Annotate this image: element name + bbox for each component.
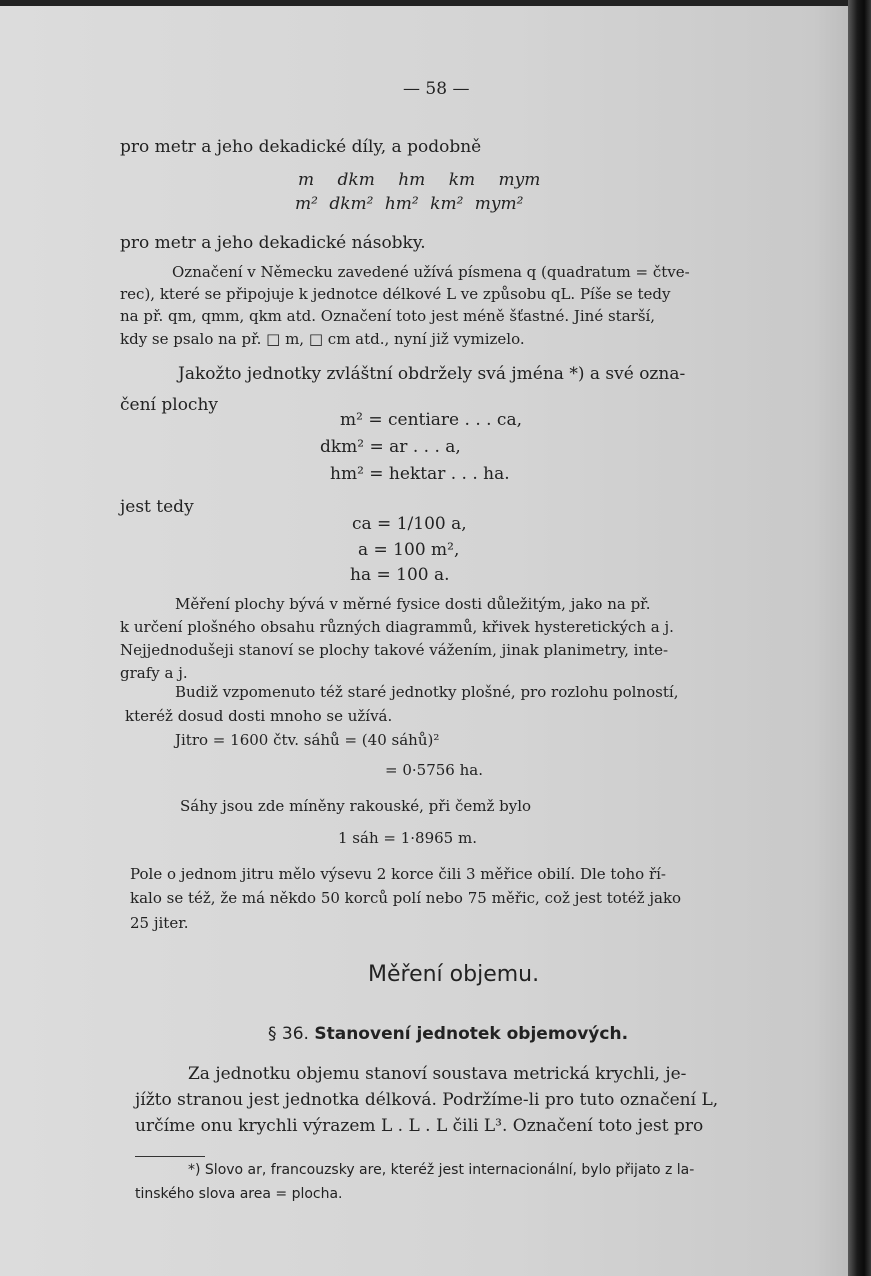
equation-ha: ha = 100 a. [350, 565, 450, 585]
text-line: určíme onu krychli výrazem L . L . L čili L³. Označení toto jest pro [135, 1116, 704, 1136]
text-line: kdy se psalo na př. □ m, □ cm atd., nyní již vymizelo. [120, 330, 525, 348]
chapter-heading: Měření objemu. [368, 962, 540, 987]
text-line: Měření plochy bývá v měrné fysice dosti důležitým, jako na př. [175, 595, 651, 613]
footnote-line: tinského slova area = plocha. [135, 1186, 343, 1202]
footnote-rule [135, 1156, 205, 1157]
text-line: jížto stranou jest jednotka délková. Podržíme-li pro tuto označení L, [135, 1090, 719, 1110]
page-number: — 58 — [403, 79, 470, 99]
text-line: Označení v Německu zavedené užívá písmena q (quadratum = čtve- [172, 263, 690, 281]
text-line: grafy a j. [120, 664, 188, 682]
equation-centiare: m² = centiare . . . ca, [340, 410, 522, 430]
text-line: Sáhy jsou zde míněny rakouské, při čemž bylo [180, 797, 532, 815]
book-spine [848, 0, 871, 1276]
equation-ca: ca = 1/100 a, [352, 514, 467, 534]
text-line: pro metr a jeho dekadické díly, a podobně [120, 137, 482, 157]
equation-a: a = 100 m², [358, 540, 460, 560]
text-line: Jakožto jednotky zvláštní obdržely svá jména *) a své ozna- [178, 364, 686, 384]
section-number: § 36. [268, 1024, 309, 1044]
text-line: jest tedy [120, 497, 194, 517]
text-line: Budiž vzpomenuto též staré jednotky plošné, pro rozlohu polností, [175, 683, 679, 701]
section-title: Stanovení jednotek objemových. [314, 1024, 629, 1044]
text-line: Pole o jednom jitru mělo výsevu 2 korce čili 3 měřice obilí. Dle toho ří- [130, 865, 666, 883]
equation-jitro-ha: = 0·5756 ha. [385, 761, 483, 779]
text-line: Za jednotku objemu stanoví soustava metrická krychli, je- [188, 1064, 687, 1084]
equation-hektar: hm² = hektar . . . ha. [330, 464, 510, 484]
section-heading [268, 1024, 628, 1044]
unit-list-linear: m dkm hm km mym [298, 170, 541, 190]
text-line: kteréž dosud dosti mnoho se užívá. [125, 707, 393, 725]
footnote-line: *) Slovo ar, francouzsky are, kteréž jest internacionální, bylo přijato z la- [188, 1162, 695, 1178]
text-line: pro metr a jeho dekadické násobky. [120, 233, 426, 253]
text-line: Nejjednodušeji stanoví se plochy takové vážením, jinak planimetry, inte- [120, 641, 669, 659]
page-top-edge [0, 0, 848, 6]
equation-sah: 1 sáh = 1·8965 m. [338, 829, 477, 847]
equation-ar: dkm² = ar . . . a, [320, 437, 461, 457]
unit-list-square: m² dkm² hm² km² mym² [295, 194, 524, 214]
text-line: na př. qm, qmm, qkm atd. Označení toto jest méně šťastné. Jiné starší, [120, 307, 656, 325]
equation-jitro: Jitro = 1600 čtv. sáhů = (40 sáhů)² [175, 731, 440, 749]
text-line: rec), které se připojuje k jednotce délkové L ve způsobu qL. Píše se tedy [120, 285, 671, 303]
text-line: k určení plošného obsahu různých diagrammů, křivek hysteretických a j. [120, 618, 674, 636]
text-line: kalo se též, že má někdo 50 korců polí nebo 75 měřic, což jest totéž jako [130, 889, 682, 907]
text-line: 25 jiter. [130, 914, 189, 932]
text-line: čení plochy [120, 395, 218, 415]
